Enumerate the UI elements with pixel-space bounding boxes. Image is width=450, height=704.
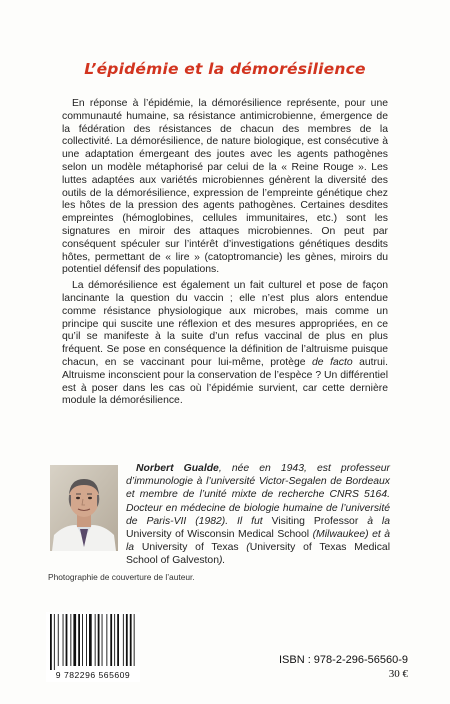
isbn: ISBN : 978-2-296-56560-9 [278,654,408,666]
paragraph-2: La démorésilience est également un fait culturel et pose de façon lancinante la question du vaccin ; elle n’est plus alors entendue comme résistance physiologique aux microbes, mais comme un principe qui suscite une réflexion et des mesures appropriées, en ce qu’il se manifeste à la suite d’un refus vaccinal de plus en plus fréquent. Se pose en conséquence la définition de l’altruisme puisque chacun, en se vaccinant pour lui-même, protège de facto autrui. Altruisme inconscient pour la conservation de l’espèce ? Un différentiel est à poser dans les cas où l’épidémie survient, car cette dernière module la démorésilience. [62,280,388,407]
barcode-bar [73,614,76,666]
barcode-bar [66,614,68,666]
barcode-bars [46,612,140,670]
barcode-bar [123,614,124,666]
barcode-bar [86,614,87,666]
book-title: L’épidémie et la démorésilience [84,60,366,78]
barcode-bar [134,614,135,666]
barcode-digits: 9 782296 565609 [55,670,131,680]
barcode-bar [106,614,107,666]
barcode-bar [54,614,55,670]
paragraph-1: En réponse à l’épidémie, la démorésilience représente, pour une communauté humaine, sa résistance antimicrobienne, émergence de la fédération des résistances de chacun des membres de la collectivité. La démorésilience, de nature biologique, est consécutive à une adaptation émergeant des joutes avec les agents pathogènes selon un modèle métaphorisé par celui de la « Reine Rouge ». Les luttes adaptées aux variétés microbiennes génèrent la diversité des outils de la démorésilience, expression de l’empreinte génétique chez les hôtes de la pression des agents pathogènes. Certaines desdites empreintes (hémoglobines, cellules immunitaires, etc.) sont les signatures en miroir des attaques microbiennes. On peut par conséquent spéculer sur l’intérêt d’investigations génétiques desdits hôtes, permettant de « lire » (catoptromancie) les gènes, miroirs du potentiel défensif des populations. [62,98,388,276]
barcode-bar [58,614,59,666]
barcode-bar [102,614,103,666]
barcode-bar [78,614,80,666]
barcode-bar [82,614,83,666]
barcode-bar [98,614,100,666]
price: 30 € [388,668,408,680]
back-cover-text [62,98,388,408]
author-bio: Norbert Gualde, née en 1943, est professeur d’immunologie à l’université Victor-Segalen de Bordeaux et membre de l’unité mixte de recherche CNRS 5164. Docteur en médecine de biologie humaine de l’université de Paris-VII (1982). Il fut Visiting Professor à la University of Wisconsin Medical School (Milwaukee) et à la University of Texas (University of Texas Medical School of Galveston). [126,463,391,567]
author-photo [50,465,118,551]
photo-credit: Photographie de couverture de l’auteur. [48,572,195,582]
barcode-bar [70,614,71,666]
barcode-bar [50,614,52,670]
barcode-bar [95,614,96,666]
barcode-bar [89,614,92,666]
author-name: Norbert Gualde [136,463,219,474]
barcode-bar [130,614,132,666]
barcode-bar [63,614,64,666]
barcode-bar [114,614,115,666]
barcode-bar [117,614,119,666]
barcode [46,612,140,682]
barcode-bar [126,614,128,666]
barcode-bar [110,614,112,666]
